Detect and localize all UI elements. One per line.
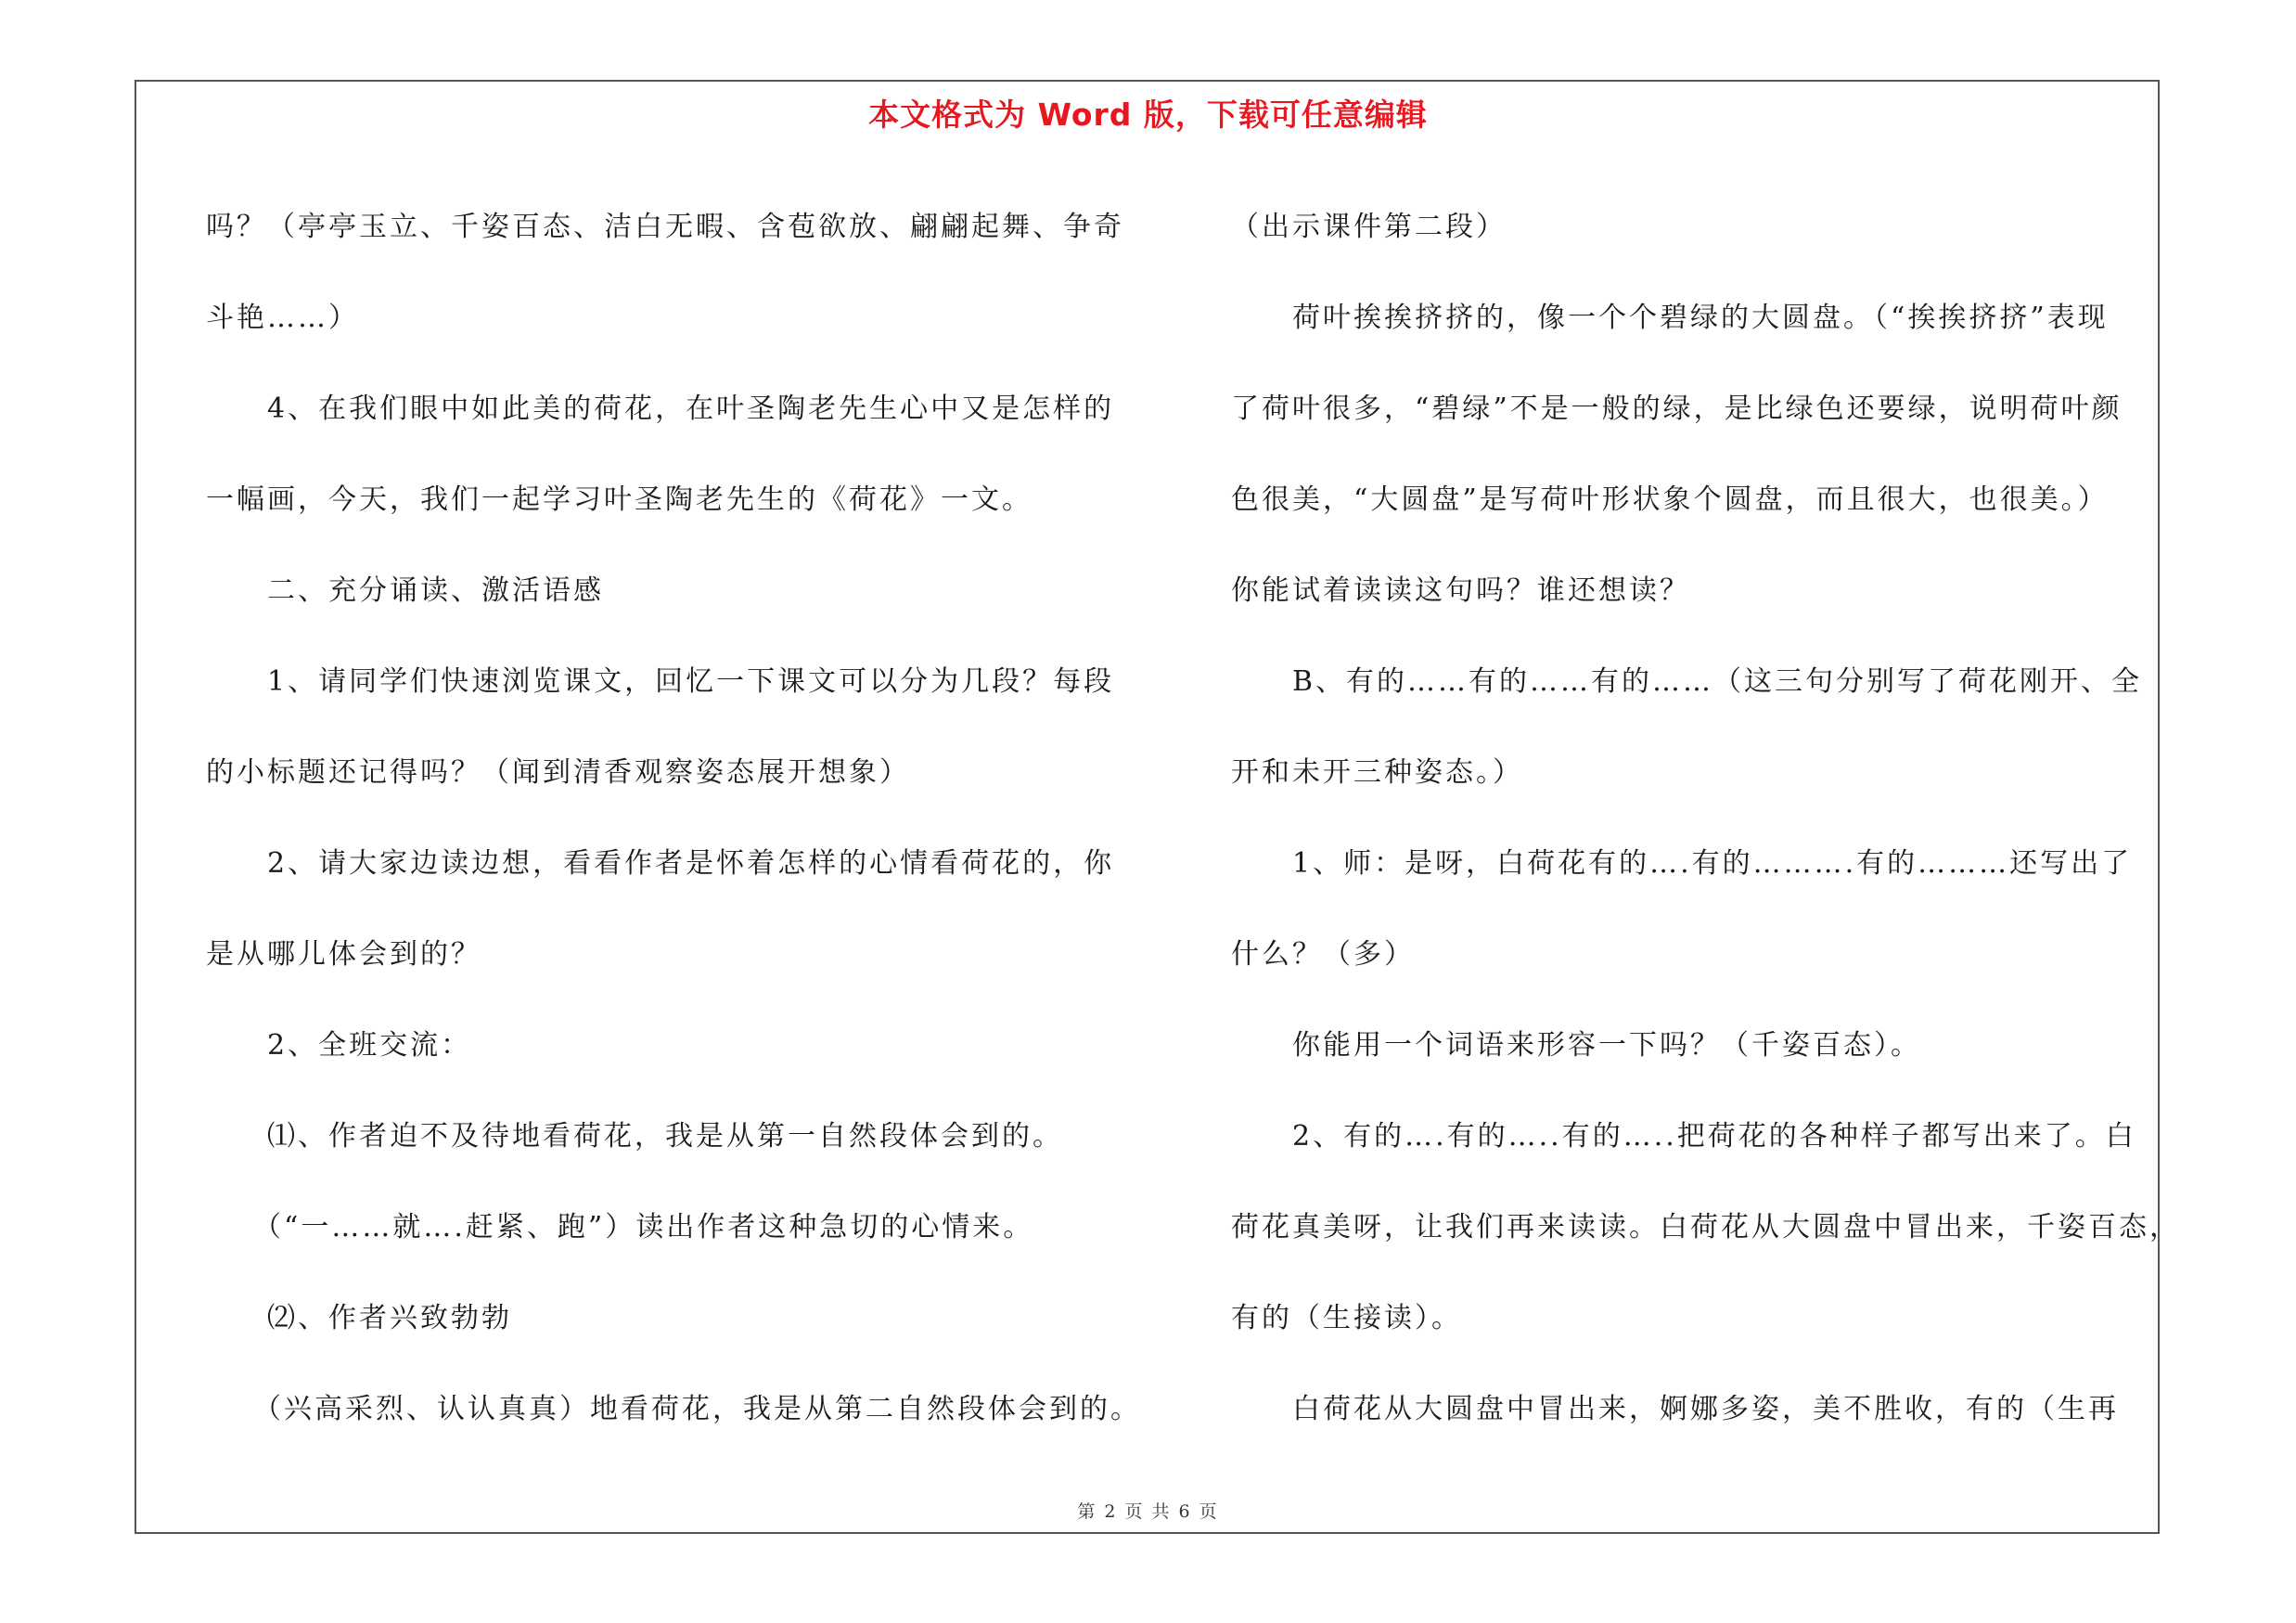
right-column: [1231, 182, 2180, 1455]
text-line: 你能用一个词语来形容一下吗？（千姿百态）。: [1231, 1029, 1921, 1062]
text-line: 1、师：是呀，白荷花有的….有的……….有的………还写出了: [1231, 847, 2133, 880]
text-line: 2、全班交流：: [206, 1029, 472, 1062]
text-line: 2、请大家边读边想，看看作者是怀着怎样的心情看荷花的，你: [206, 847, 1115, 880]
text-line: 一幅画，今天，我们一起学习叶圣陶老先生的《荷花》一文。: [206, 483, 1033, 516]
text-line: 白荷花从大圆盘中冒出来，婀娜多姿，美不胜收，有的（生再: [1231, 1393, 2119, 1425]
page-footer: 第 2 页 共 6 页: [1077, 1501, 1219, 1522]
text-line: 是从哪儿体会到的？: [206, 938, 481, 971]
text-line: 了荷叶很多，“碧绿”不是一般的绿，是比绿色还要绿，说明荷叶颜: [1231, 393, 2123, 425]
text-line: ⑴、作者迫不及待地看荷花，我是从第一自然段体会到的。: [206, 1120, 1063, 1153]
text-line: 4、在我们眼中如此美的荷花，在叶圣陶老先生心中又是怎样的: [206, 393, 1115, 425]
text-line: 二、充分诵读、激活语感: [206, 574, 604, 607]
text-line: 吗？（亭亭玉立、千姿百态、洁白无暇、含苞欲放、翩翩起舞、争奇: [206, 211, 1124, 243]
text-line: 1、请同学们快速浏览课文，回忆一下课文可以分为几段？每段: [206, 665, 1115, 698]
text-line: 荷叶挨挨挤挤的，像一个个碧绿的大圆盘。（“挨挨挤挤”表现: [1231, 302, 2109, 334]
text-line: 的小标题还记得吗？（闻到清香观察姿态展开想象）: [206, 756, 910, 789]
text-line: 色很美，“大圆盘”是写荷叶形状象个圆盘，而且很大，也很美。）: [1231, 483, 2109, 516]
text-line: 有的（生接读）。: [1231, 1302, 1462, 1334]
left-column: [206, 182, 1141, 1455]
text-line: （“一……就….赶紧、跑”）读出作者这种急切的心情来。: [206, 1211, 1034, 1243]
text-line: B、有的……有的……有的……（这三句分别写了荷花刚开、全: [1231, 665, 2143, 698]
text-line: 开和未开三种姿态。）: [1231, 756, 1523, 789]
text-line: 荷花真美呀，让我们再来读读。白荷花从大圆盘中冒出来，千姿百态，: [1231, 1211, 2180, 1243]
text-line: ⑵、作者兴致勃勃: [206, 1302, 512, 1334]
header-banner: 本文格式为 Word 版，下载可任意编辑: [868, 97, 1428, 133]
text-line: 2、有的….有的…..有的…..把荷花的各种样子都写出来了。白: [1231, 1120, 2136, 1153]
text-line: 你能试着读读这句吗？谁还想读？: [1231, 574, 1690, 607]
text-line: （兴高采烈、认认真真）地看荷花，我是从第二自然段体会到的。: [206, 1393, 1141, 1425]
text-line: 什么？（多）: [1231, 938, 1415, 971]
text-line: 斗艳……）: [206, 302, 359, 334]
text-line: （出示课件第二段）: [1231, 211, 1507, 243]
